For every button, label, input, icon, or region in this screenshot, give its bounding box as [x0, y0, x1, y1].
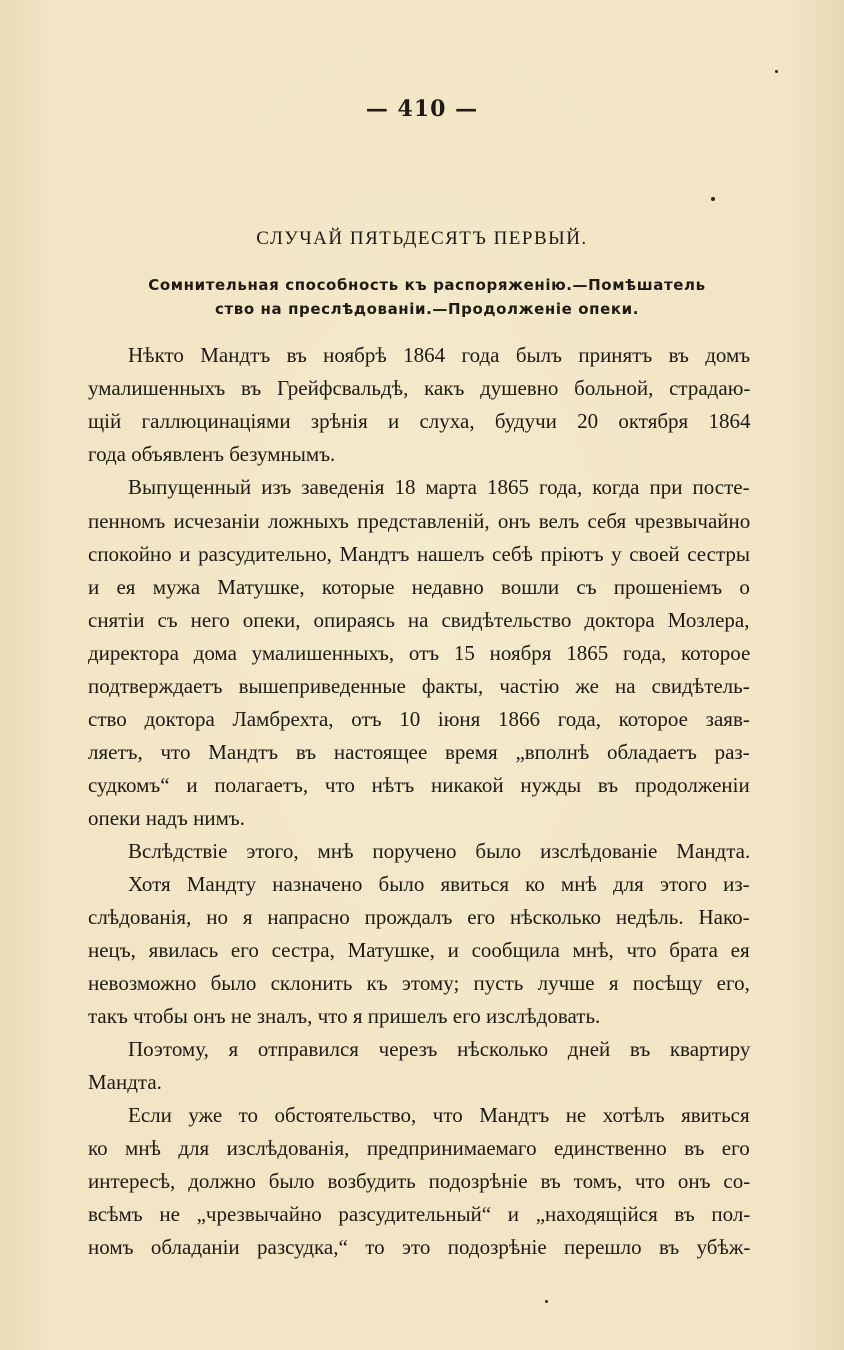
- text-line: пенномъ исчезаніи ложныхъ представленій, онъ велъ себя чрезвычайно: [88, 509, 751, 533]
- page-number: — 410 —: [365, 96, 479, 122]
- text-line: Вслѣдствіе этого, мнѣ поручено было изслѣдованіе Мандта.: [128, 839, 751, 863]
- text-line: директора дома умалишенныхъ, отъ 15 ноября 1865 года, которое: [88, 641, 751, 665]
- text-line: Выпущенный изъ заведенія 18 марта 1865 года, когда при посте-: [128, 475, 750, 499]
- text-line: всѣмъ не „чрезвычайно разсудительный“ и „находящійся въ пол-: [88, 1202, 751, 1226]
- text-line: Поэтому, я отправился черезъ нѣсколько дней въ квартиру: [128, 1037, 751, 1061]
- text-line: опеки надъ нимъ.: [88, 806, 245, 830]
- ink-speck: [775, 70, 778, 73]
- text-line: слѣдованія, но я напрасно прождалъ его нѣсколько недѣль. Нако-: [88, 905, 750, 929]
- text-line: интересѣ, должно было возбудить подозрѣніе въ томъ, что онъ со-: [88, 1169, 751, 1193]
- chapter-title: СЛУЧАЙ ПЯТЬДЕСЯТЪ ПЕРВЫЙ.: [256, 228, 588, 249]
- text-line: щій галлюцинаціями зрѣнія и слуха, будучи 20 октября 1864: [88, 409, 751, 433]
- text-line: номъ обладаніи разсудка,“ то это подозрѣніе перешло въ убѣж-: [88, 1235, 751, 1259]
- text-line: судкомъ“ и полагаетъ, что нѣтъ никакой нужды въ продолженіи: [88, 773, 750, 797]
- text-line: снятіи съ него опеки, опираясь на свидѣтельство доктора Мозлера,: [88, 608, 750, 632]
- text-line: Если уже то обстоятельство, что Мандтъ не хотѣлъ явиться: [128, 1103, 750, 1127]
- text-line: Нѣкто Мандтъ въ ноябрѣ 1864 года былъ принятъ въ домъ: [128, 343, 751, 367]
- text-line: невозможно было склонить къ этому; пусть лучше я посѣщу его,: [88, 971, 750, 995]
- chapter-subtitle-line: ство на преслѣдованіи.—Продолженіе опеки.: [214, 300, 640, 318]
- text-line: года объявленъ безумнымъ.: [88, 442, 336, 466]
- text-line: Мандта.: [88, 1070, 162, 1094]
- body-text: [88, 0, 750, 1350]
- text-line: ко мнѣ для изслѣдованія, предпринимаемаго единственно въ его: [88, 1136, 750, 1160]
- text-line: спокойно и разсудительно, Мандтъ нашелъ себѣ пріютъ у своей сестры: [88, 542, 751, 566]
- text-line: подтверждаетъ вышеприведенные факты, частію же на свидѣтель-: [88, 674, 750, 698]
- text-line: Хотя Мандту назначено было явиться ко мнѣ для этого из-: [128, 872, 750, 896]
- text-line: нецъ, явилась его сестра, Матушке, и сообщила мнѣ, что брата ея: [88, 938, 750, 962]
- text-line: умалишенныхъ въ Грейфсвальдѣ, какъ душевно больной, страдаю-: [88, 376, 751, 400]
- text-line: ство доктора Ламбрехта, отъ 10 іюня 1866 года, которое заяв-: [88, 707, 750, 731]
- text-line: ляетъ, что Мандтъ въ настоящее время „вполнѣ обладаетъ раз-: [88, 740, 750, 764]
- chapter-subtitle-line: Сомнительная способность къ распоряженію.—Помѣшатель: [148, 276, 706, 294]
- text-line: такъ чтобы онъ не зналъ, что я пришелъ его изслѣдовать.: [88, 1004, 601, 1028]
- text-line: и ея мужа Матушке, которые недавно вошли съ прошеніемъ о: [88, 575, 750, 599]
